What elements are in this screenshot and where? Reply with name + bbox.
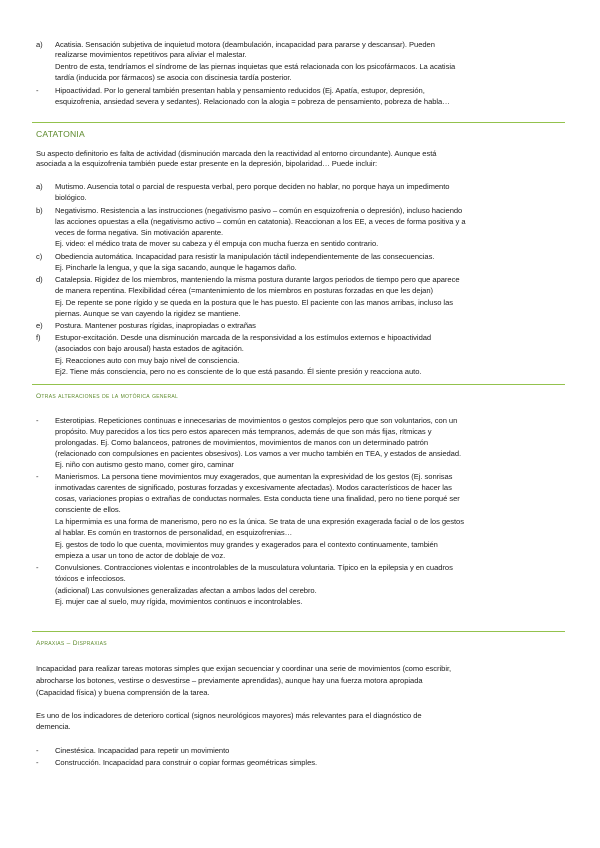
section-divider: [32, 384, 565, 385]
text-line: Hipoactividad. Por lo general también presentan habla y pensamiento reducidos (Ej. Apatía, estupor, depresión,: [55, 86, 425, 95]
text-line: Negativismo. Resistencia a las instrucciones (negativismo pasivo – común en esquizofrenia o depresión), incluso haciendo: [55, 206, 463, 215]
text-line: Estupor-excitación. Desde una disminución marcada de la responsividad a los estímulos externos e hipoactividad: [55, 333, 432, 342]
text-line: Ej. Reacciones auto con muy bajo nivel de consciencia.: [55, 356, 240, 365]
text-line: al hablar. Es común en trastornos de personalidad, en esquizofrenias…: [55, 528, 293, 537]
text-line: Su aspecto definitorio es falta de actividad (disminución marcada den la reactividad al entorno circundante). Aunque está: [36, 149, 437, 158]
text-line: demencia.: [36, 722, 71, 731]
text-line: Ej. video: el médico trata de mover su cabeza y él empuja con mucha fuerza en sentido contrario.: [55, 239, 379, 248]
text-line: cosas, variaciones propias o extrañas de conductas normales. Esta conducta tiene una finalidad, pero no tiene porqué ser: [55, 494, 460, 503]
section-divider: [32, 631, 565, 632]
text-line: (asociados con bajo arousal) hasta estados de agitación.: [55, 344, 244, 353]
text-line: -: [36, 416, 39, 425]
text-line: f): [36, 333, 41, 342]
text-line: piernas. Aunque se van cayendo la rigidez se mantiene.: [55, 309, 241, 318]
text-line: (Capacidad física) y buena comprensión de la tarea.: [36, 688, 210, 697]
text-line: Ej. Pincharle la lengua, y que la siga sacando, aunque le hagamos daño.: [55, 263, 297, 272]
section-divider: [32, 122, 565, 123]
text-line: las acciones opuestas a ella (negativismo activo – común en catatonia). Reaccionan a los EE, a veces de forma positiva y a: [55, 217, 466, 226]
text-line: a): [36, 182, 43, 191]
text-line: esquizofrenia, ansiedad severa y sedantes). Relacionado con la alogia = pobreza de pensamiento, pobreza de habla…: [55, 97, 450, 106]
text-line: Ej2. Tiene más consciencia, pero no es consciente de lo que está pasando. Él siente presión y reacciona auto.: [55, 367, 422, 376]
text-line: abrocharse los botones, vestirse o desvestirse – previamente aprendidas), aunque hay una fuerza motora apropiada: [36, 676, 423, 685]
text-line: -: [36, 758, 39, 767]
text-line: (adicional) Las convulsiones generalizadas afectan a ambos lados del cerebro.: [55, 586, 317, 595]
section-heading: CATATONIA: [36, 129, 85, 139]
text-line: Manierismos. La persona tiene movimientos muy exagerados, que aumentan la expresividad de los gestos (Ej. sonrisas: [55, 472, 453, 481]
text-line: inmotivadas carentes de significado, posturas forzadas y excesivamente afectadas). Modos característicos de hacer las: [55, 483, 452, 492]
text-line: Esterotipias. Repeticiones continuas e innecesarias de movimientos o gestos complejos pero que son voluntarios, con un: [55, 416, 458, 425]
text-line: Catalepsia. Rigidez de los miembros, manteniendo la misma postura durante largos periodos de tiempo pero que aparece: [55, 275, 460, 284]
text-line: Ej. De repente se pone rígido y se queda en la postura que le has puesto. El paciente con las manos arribas, incluso las: [55, 298, 453, 307]
text-line: asociada a la esquizofrenia también puede estar presente en la depresión, bipolaridad… Puede incluir:: [36, 159, 378, 168]
text-line: Mutismo. Ausencia total o parcial de respuesta verbal, pero porque deciden no hablar, no porque haya un impedimento: [55, 182, 450, 191]
text-line: Convulsiones. Contracciones violentas e incontrolables de la musculatura voluntaria. Típico en la epilepsia y en cuadros: [55, 563, 453, 572]
text-line: Construcción. Incapacidad para construir o copiar formas geométricas simples.: [55, 758, 318, 767]
text-line: -: [36, 563, 39, 572]
text-line: Ej. mujer cae al suelo, muy rígida, movimientos continuos e incontrolables.: [55, 597, 303, 606]
text-line: veces de forma negativa. Sin motivación aparente.: [55, 228, 224, 237]
text-line: de manera repentina. Flexibilidad cérea (=mantenimiento de los miembros en posturas forzadas en que les dejan): [55, 286, 433, 295]
text-line: Ej. niño con autismo gesto mano, comer giro, caminar: [55, 460, 234, 469]
text-line: La hipermimia es una forma de manerismo, pero no es la única. Se trata de una expresión exagerada facial o de los gestos: [55, 517, 464, 526]
text-line: realizarse movimientos repetitivos para aliviar el malestar.: [55, 50, 247, 59]
text-line: Ej. gestos de todo lo que cuenta, movimientos muy grandes y exagerados para el contexto continuamente, también: [55, 540, 438, 549]
text-line: tardía (inducida por fármacos) se asocia con discinesia tardía posterior.: [55, 73, 292, 82]
text-line: c): [36, 252, 43, 261]
text-line: prolongadas. Ej. Como balanceos, patrones de movimientos, movimientos de manos con un determinado patrón: [55, 438, 429, 447]
text-line: Obediencia automática. Incapacidad para resistir la manipulación táctil independientemente de las consecuencias.: [55, 252, 435, 261]
text-line: e): [36, 321, 43, 330]
text-line: empieza a usar un tono de actor de doblaje de voz.: [55, 551, 226, 560]
text-line: b): [36, 206, 43, 215]
text-line: biológico.: [55, 193, 87, 202]
text-line: a): [36, 40, 43, 49]
text-line: (relacionado con compulsiones en pacientes obsesivos). Los vamos a ver mucho también en TEA, y estados de ansiedad.: [55, 449, 462, 458]
text-line: Incapacidad para realizar tareas motoras simples que exijan secuenciar y coordinar una serie de movimientos (como escribir,: [36, 664, 452, 673]
text-line: d): [36, 275, 43, 284]
text-line: Cinestésica. Incapacidad para repetir un movimiento: [55, 746, 230, 755]
text-line: Dentro de esta, tendríamos el síndrome de las piernas inquietas que está relacionada con los psicofármacos. La acatisia: [55, 62, 456, 71]
text-line: -: [36, 86, 39, 95]
text-line: -: [36, 472, 39, 481]
section-heading: Apraxias – Dispraxias: [36, 640, 107, 647]
text-line: Postura. Mantener posturas rígidas, inapropiadas o extrañas: [55, 321, 256, 330]
text-line: consciente de ellos.: [55, 505, 121, 514]
text-line: -: [36, 746, 39, 755]
text-line: Es uno de los indicadores de deterioro cortical (signos neurológicos mayores) más relevantes para el diagnóstico de: [36, 711, 422, 720]
text-line: Acatisia. Sensación subjetiva de inquietud motora (deambulación, incapacidad para pararse y descansar). Pueden: [55, 40, 435, 49]
text-line: tóxicos e infecciosos.: [55, 574, 126, 583]
section-heading: Otras alteraciones de la motórica general: [36, 393, 179, 400]
text-line: propósito. Muy parecidos a los tics pero estos aparecen más tempranos, además de que son más fijas, rítmicas y: [55, 427, 432, 436]
